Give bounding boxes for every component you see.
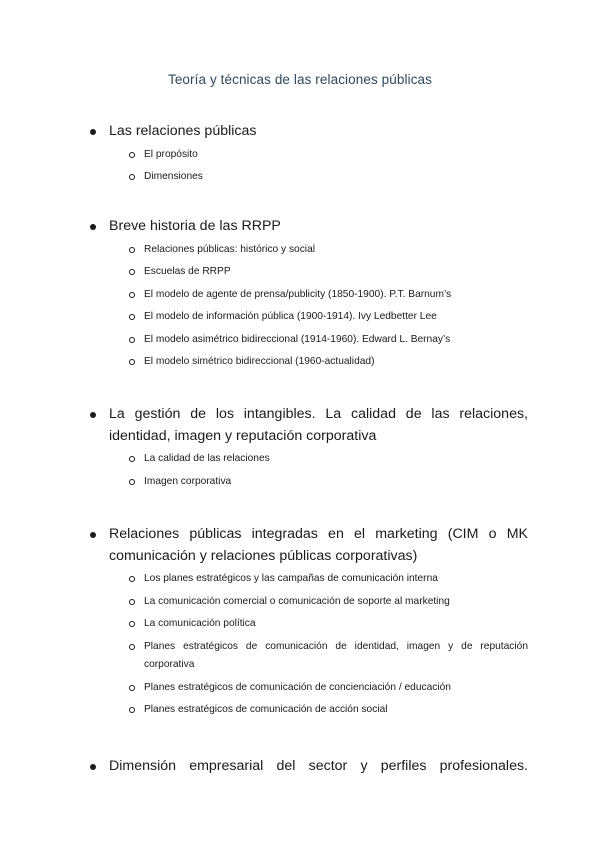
bullet-icon xyxy=(90,764,96,770)
section-dimension-empresarial xyxy=(90,756,528,778)
hollow-bullet-icon xyxy=(129,359,135,365)
section-heading-text: La gestión de los intangibles. La calidad de las relaciones, identidad, imagen y reputación corporativa xyxy=(109,406,528,444)
hollow-bullet-icon xyxy=(129,314,135,320)
list-item: Planes estratégicos de comunicación de acción social xyxy=(90,699,528,722)
hollow-bullet-icon xyxy=(129,269,135,275)
list-item: Planes estratégicos de comunicación de identidad, imagen y de reputación corporativa xyxy=(90,636,528,677)
bullet-icon xyxy=(90,224,96,230)
hollow-bullet-icon xyxy=(129,707,135,713)
section-heading-text: Las relaciones públicas xyxy=(109,123,257,139)
section-heading-text: Dimensión empresarial del sector y perfiles profesionales. xyxy=(109,758,528,774)
list-item: Dimensiones xyxy=(90,166,528,189)
list-item: La comunicación política xyxy=(90,613,528,636)
hollow-bullet-icon xyxy=(129,174,135,180)
list-item: El modelo de información pública (1900-1914). Ivy Ledbetter Lee xyxy=(90,306,528,329)
section-heading xyxy=(90,756,528,778)
list-item: La comunicación comercial o comunicación de soporte al marketing xyxy=(90,591,528,614)
hollow-bullet-icon xyxy=(129,576,135,582)
list-item: Imagen corporativa xyxy=(90,471,528,494)
hollow-bullet-icon xyxy=(129,292,135,298)
sub-list xyxy=(90,144,528,189)
list-item: Los planes estratégicos y las campañas de comunicación interna xyxy=(90,568,528,591)
sub-list xyxy=(90,239,528,374)
list-item: La calidad de las relaciones xyxy=(90,448,528,471)
section-relaciones-publicas xyxy=(90,121,528,189)
hollow-bullet-icon xyxy=(129,152,135,158)
hollow-bullet-icon xyxy=(129,479,135,485)
hollow-bullet-icon xyxy=(129,247,135,253)
page-title: Teoría y técnicas de las relaciones públicas xyxy=(167,72,433,87)
section-breve-historia xyxy=(90,216,528,374)
list-item: Planes estratégicos de comunicación de concienciación / educación xyxy=(90,677,528,700)
section-heading-text: Breve historia de las RRPP xyxy=(109,218,281,234)
hollow-bullet-icon xyxy=(129,456,135,462)
bullet-icon xyxy=(90,532,96,538)
list-item: Escuelas de RRPP xyxy=(90,261,528,284)
hollow-bullet-icon xyxy=(129,644,135,650)
section-marketing xyxy=(90,524,528,722)
bullet-icon xyxy=(90,412,96,418)
sub-list xyxy=(90,448,528,493)
hollow-bullet-icon xyxy=(129,599,135,605)
section-heading xyxy=(90,404,528,447)
section-heading xyxy=(90,524,528,567)
list-item: El modelo simétrico bidireccional (1960-actualidad) xyxy=(90,351,528,374)
section-heading xyxy=(90,216,528,238)
section-heading xyxy=(90,121,528,143)
section-intangibles xyxy=(90,404,528,493)
section-heading-text: Relaciones públicas integradas en el marketing (CIM o MK comunicación y relaciones públicas corporativas) xyxy=(109,526,528,564)
sub-list xyxy=(90,568,528,722)
list-item: Relaciones públicas: histórico y social xyxy=(90,239,528,262)
hollow-bullet-icon xyxy=(129,685,135,691)
list-item: El propósito xyxy=(90,144,528,167)
hollow-bullet-icon xyxy=(129,621,135,627)
list-item: El modelo de agente de prensa/publicity (1850-1900). P.T. Barnum’s xyxy=(90,284,528,307)
bullet-icon xyxy=(90,129,96,135)
list-item: El modelo asimétrico bidireccional (1914-1960). Edward L. Bernay’s xyxy=(90,329,528,352)
hollow-bullet-icon xyxy=(129,337,135,343)
